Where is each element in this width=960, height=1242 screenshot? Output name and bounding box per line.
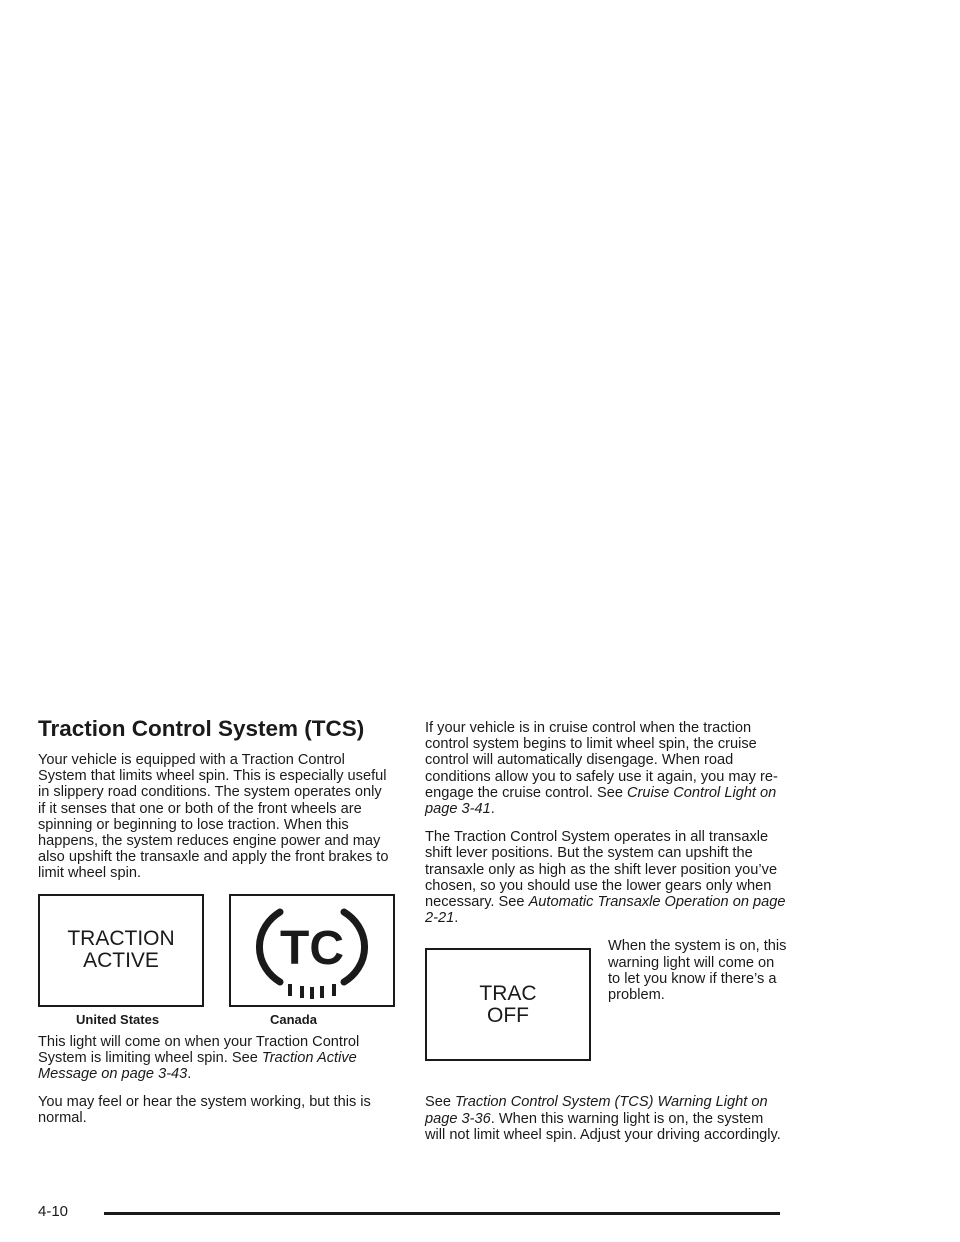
section-title: Traction Control System (TCS) bbox=[38, 716, 365, 741]
tc-symbol-text: TC bbox=[280, 922, 344, 976]
traction-active-line1: TRACTION bbox=[67, 927, 175, 951]
cruise-control-paragraph: If your vehicle is in cruise control when the traction control system begins to limit wheel spin, the cruise control will automatically disengage. When road conditions allow you to safely use it again, you may re-engage the cruise control. See Cruise Control Light on page 3-41. bbox=[425, 720, 778, 818]
label-canada: Canada bbox=[270, 1011, 317, 1027]
indicator-figures bbox=[38, 894, 392, 1027]
ref-cruise-control-light[interactable]: Cruise Control Light on page 3-41 bbox=[425, 784, 777, 818]
footer-rule bbox=[104, 1212, 780, 1215]
page-number: 4-10 bbox=[38, 1203, 69, 1220]
warning-light-paragraph: See Traction Control System (TCS) Warning Light on page 3-36. When this warning light is on, the system will not limit wheel spin. Adjust your driving accordingly. bbox=[425, 1094, 781, 1143]
light-on-paragraph: This light will come on when your Traction Control System is limiting wheel spin. See Traction Active Message on page 3-43. bbox=[38, 1033, 360, 1083]
traction-active-indicator bbox=[38, 894, 204, 1007]
tc-symbol-indicator bbox=[229, 894, 395, 1007]
trac-off-line2: OFF bbox=[486, 1003, 529, 1027]
ref-traction-active-message[interactable]: Traction Active Message on page 3-43 bbox=[38, 1049, 357, 1083]
warning-light-description: When the system is on, this warning light will come on to let you know if there’s a problem. bbox=[608, 938, 787, 1004]
trac-off-figure bbox=[425, 938, 787, 1088]
tc-symbol-icon bbox=[250, 898, 374, 1002]
trac-off-line1: TRAC bbox=[479, 981, 537, 1005]
normal-operation-paragraph: You may feel or hear the system working, but this is normal. bbox=[38, 1094, 371, 1127]
intro-paragraph: Your vehicle is equipped with a Traction Control System that limits wheel spin. This is especially useful in slippery road conditions. The system operates only if it senses that one or both of the front wheels are spinning or beginning to lose traction. When this happens, the system reduces engine power and may also upshift the transaxle and apply the front brakes to limit wheel spin. bbox=[38, 752, 389, 882]
trac-off-indicator bbox=[425, 948, 591, 1061]
traction-active-line2: ACTIVE bbox=[83, 949, 159, 973]
ref-automatic-transaxle-operation[interactable]: Automatic Transaxle Operation on page 2-21 bbox=[425, 894, 786, 927]
left-column bbox=[38, 716, 392, 1139]
transaxle-paragraph: The Traction Control System operates in all transaxle shift lever positions. But the system can upshift the transaxle only as high as the shift lever position you’ve chosen, so you should use the lower gears only when necessary. See Automatic Transaxle Operation on page 2-21. bbox=[425, 829, 786, 927]
label-united-states: United States bbox=[76, 1011, 160, 1027]
right-column bbox=[425, 720, 787, 1155]
ref-tcs-warning-light[interactable]: Traction Control System (TCS) Warning Light on page 3-36 bbox=[425, 1094, 768, 1127]
